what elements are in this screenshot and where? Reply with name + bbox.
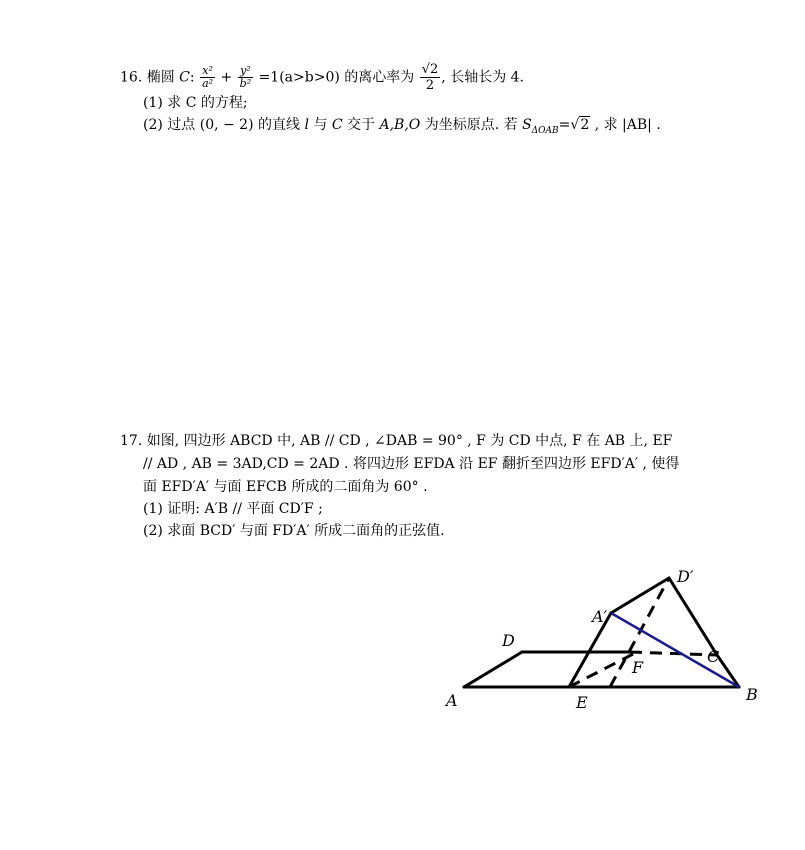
q17-line1: 17. 如图, 四边形 ABCD 中, AB // CD , ∠DAB = 90° , F 为 CD 中点, F 在 AB 上, EF <box>120 433 673 449</box>
edge-FC-dashed <box>630 652 717 655</box>
q16-sqrt-value: 2 <box>580 117 590 133</box>
label-B: B <box>746 685 758 704</box>
q16-a-den: a² <box>202 77 214 90</box>
q16-ellipse-word: 椭圆 <box>146 69 175 86</box>
q16-plus: + <box>220 69 233 86</box>
q16-part2-b: 与 <box>313 117 328 133</box>
label-A: A <box>446 691 458 710</box>
q16-x-num: x² <box>200 65 215 78</box>
q16-part2-l: l <box>304 117 309 133</box>
q16-area-sub: ΔOAB <box>531 125 559 136</box>
q16-ecc-text: 的离心率为 <box>344 69 415 86</box>
q16-part2-g: , 求 |AB| . <box>594 117 661 133</box>
q16-stem <box>120 62 524 93</box>
q16-ecc-num: √2 <box>421 62 439 77</box>
q17-part2: (2) 求面 BCD′ 与面 FD′A′ 所成二面角的正弦值. <box>143 523 445 539</box>
q16-part2-d: 交于 <box>347 117 376 133</box>
q16-condition: =1(a>b>0) <box>258 69 340 86</box>
edge-AD <box>464 652 522 687</box>
q16-part2-e: 为坐标原点. 若 <box>424 117 518 133</box>
q16-ecc-fraction <box>420 62 441 93</box>
q17-line2: // AD , AB = 3AD,CD = 2AD . 将四边形 EFDA 沿 EF 翻折至四边形 EFD′A′ , 使得 <box>143 456 680 472</box>
q16-part2-f: = <box>558 117 571 133</box>
label-D: D <box>502 631 515 650</box>
label-F: F <box>632 658 644 677</box>
label-A-prime: A′ <box>592 607 608 626</box>
q16-b-den: b² <box>239 77 252 90</box>
q16-part2-c: C <box>331 117 343 133</box>
label-C: C <box>707 647 720 666</box>
q16-part2-a: (2) 过点 (0, − 2) 的直线 <box>143 117 301 133</box>
q16-area-symbol <box>522 117 559 136</box>
q16-part1: (1) 求 C 的方程; <box>143 95 248 111</box>
q17-part1: (1) 证明: A′B // 平面 CD′F ; <box>143 501 323 517</box>
q16-y-fraction <box>238 65 253 90</box>
q16-part2 <box>143 116 661 134</box>
q16-x-fraction <box>200 65 215 90</box>
q16-colon: : <box>189 69 195 86</box>
q16-major-axis: , 长轴长为 4. <box>441 69 525 86</box>
q16-sqrt: √2 <box>570 117 590 133</box>
q16-ecc-den: 2 <box>425 78 435 93</box>
q16-number: 16. <box>120 69 143 86</box>
q16-y-num: y² <box>238 65 253 78</box>
edge-CB <box>717 655 739 687</box>
q16-area-S: S <box>522 117 532 133</box>
q17-line3: 面 EFD′A′ 与面 EFCB 所成的二面角为 60° . <box>143 479 428 495</box>
q16-part2-points: A,B,O <box>379 117 421 133</box>
geometry-figure <box>430 560 770 720</box>
edge-D1C <box>669 578 717 655</box>
q16-curve-name: C <box>179 69 190 86</box>
label-E: E <box>576 693 588 712</box>
label-D-prime: D′ <box>677 567 694 586</box>
